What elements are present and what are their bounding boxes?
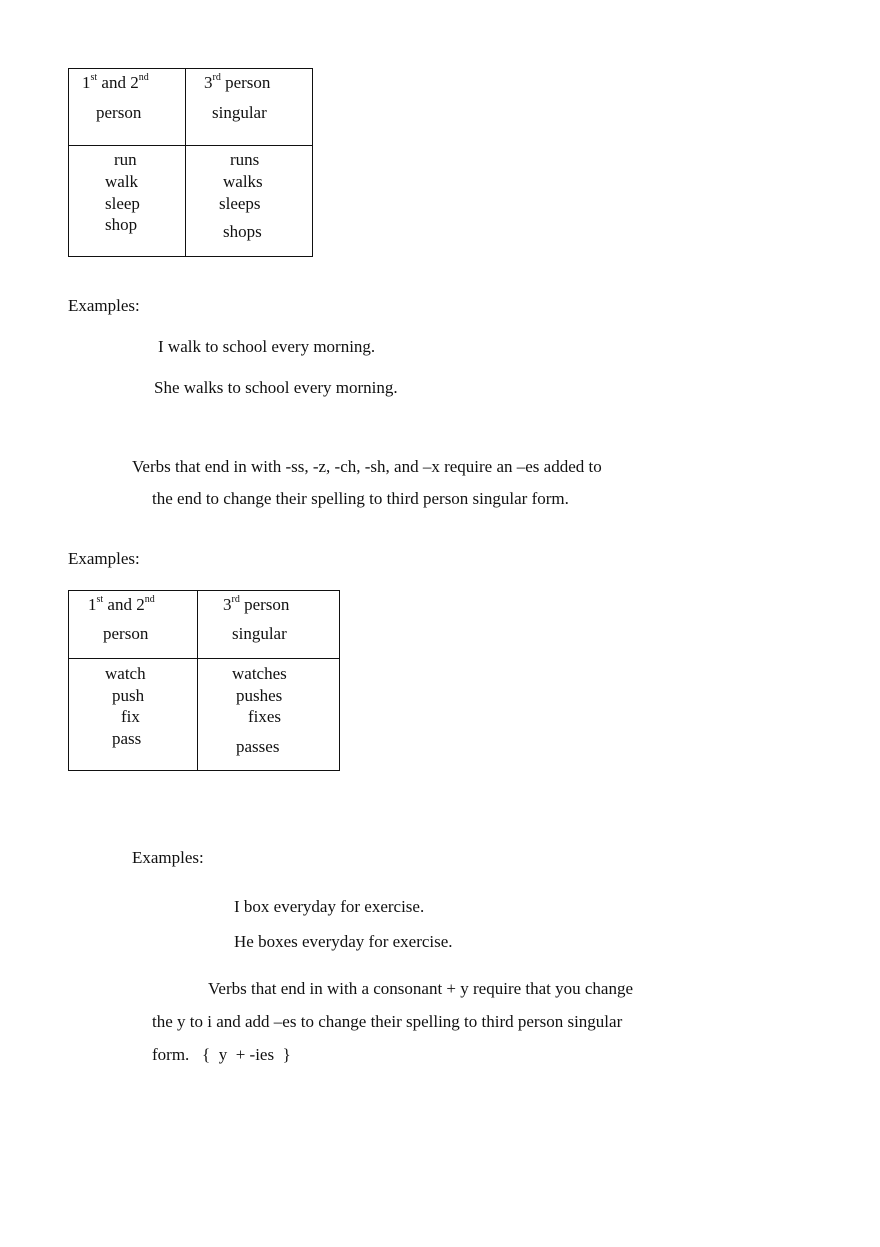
list-item: sleep xyxy=(105,194,140,213)
examples-label: Examples: xyxy=(68,549,140,568)
list-item: fixes xyxy=(248,707,282,726)
list-item: push xyxy=(112,686,145,705)
base-form-cell xyxy=(69,146,186,257)
table-body-row xyxy=(69,659,340,771)
list-item: walks xyxy=(223,172,263,191)
header-label-line2: person xyxy=(96,103,142,122)
list-item: shop xyxy=(105,215,138,234)
rule-text-line: Verbs that end in with a consonant + y require that you change xyxy=(208,979,634,998)
header-label-line2: singular xyxy=(232,624,287,643)
header-label-line2: person xyxy=(103,624,149,643)
example-sentence: I walk to school every morning. xyxy=(158,337,376,356)
header-cell-third-person xyxy=(198,591,340,659)
header-label-line1: 3rd person xyxy=(204,72,271,92)
rule-text-line: the y to i and add –es to change their spelling to third person singular xyxy=(152,1012,623,1031)
header-label-line1: 3rd person xyxy=(223,594,290,614)
rule-text-line: form. { y + -ies } xyxy=(152,1045,291,1064)
list-item: pass xyxy=(112,729,142,748)
list-item: fix xyxy=(121,707,140,726)
rule-text-line: the end to change their spelling to third person singular form. xyxy=(152,489,569,508)
example-sentence: He boxes everyday for exercise. xyxy=(234,932,453,951)
list-item: runs xyxy=(230,150,260,169)
list-item: shops xyxy=(223,222,262,241)
list-item: watch xyxy=(105,664,146,683)
header-cell-third-person xyxy=(186,69,313,146)
verb-table-1 xyxy=(68,68,313,257)
header-label-line2: singular xyxy=(212,103,267,122)
rule-text-line: Verbs that end in with -ss, -z, -ch, -sh, and –x require an –es added to xyxy=(132,457,602,476)
table-header-row xyxy=(69,591,340,659)
example-sentence: She walks to school every morning. xyxy=(154,378,398,397)
header-label-line1: 1st and 2nd xyxy=(88,594,155,614)
list-item: run xyxy=(114,150,137,169)
list-item: watches xyxy=(232,664,287,683)
header-label-line1: 1st and 2nd xyxy=(82,72,149,92)
base-form-cell xyxy=(69,659,198,771)
table-header-row xyxy=(69,69,313,146)
list-item: sleeps xyxy=(219,194,261,213)
verb-table-2 xyxy=(68,590,340,771)
list-item: walk xyxy=(105,172,139,191)
example-sentence: I box everyday for exercise. xyxy=(234,897,425,916)
third-person-form-cell xyxy=(198,659,340,771)
list-item: pushes xyxy=(236,686,283,705)
third-person-form-cell xyxy=(186,146,313,257)
examples-label: Examples: xyxy=(68,296,140,315)
list-item: passes xyxy=(236,737,280,756)
examples-label: Examples: xyxy=(132,848,204,867)
table-body-row xyxy=(69,146,313,257)
header-cell-first-second-person xyxy=(69,69,186,146)
header-cell-first-second-person xyxy=(69,591,198,659)
